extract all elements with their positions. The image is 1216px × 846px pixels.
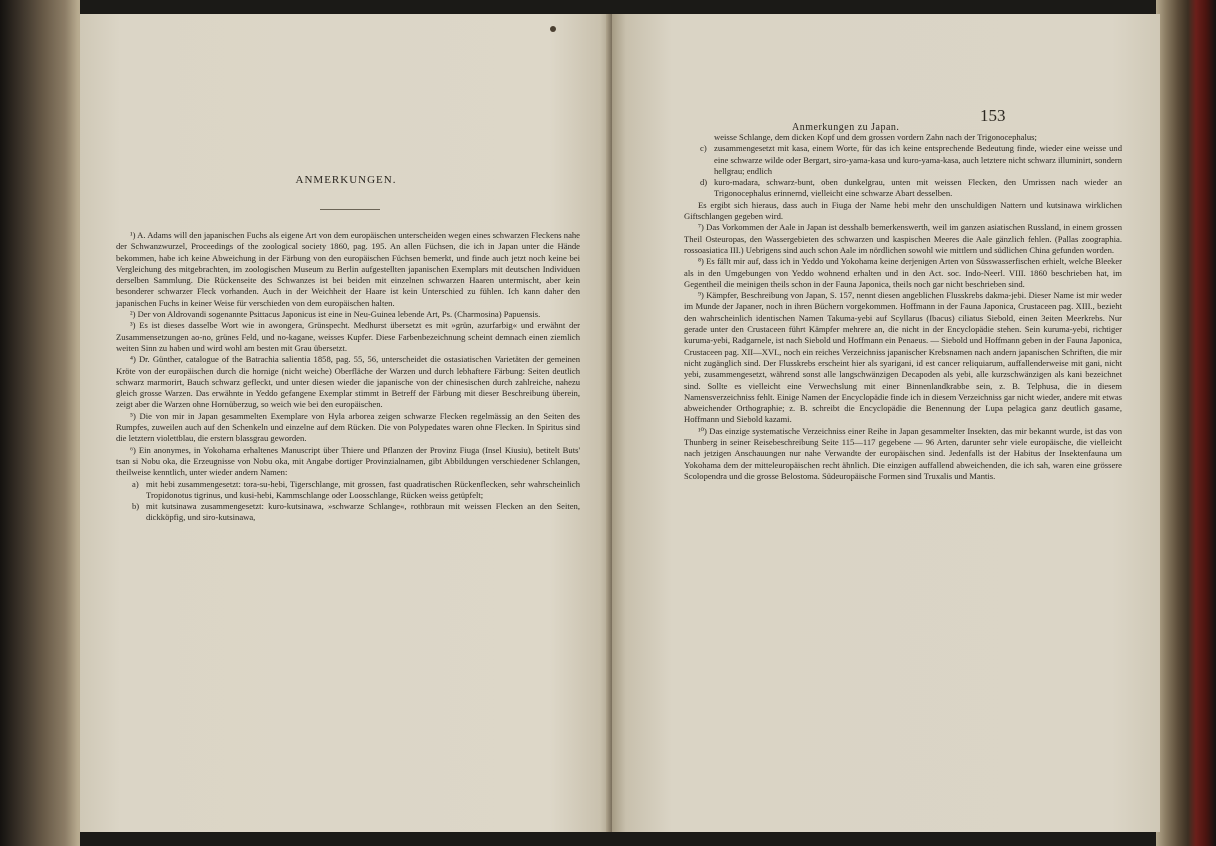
page-heading: ANMERKUNGEN.	[295, 174, 397, 186]
page-blemish	[550, 26, 556, 32]
list-mark: d)	[700, 177, 708, 188]
list-text: mit kutsinawa zusammengesetzt: kuro-kutsinawa, »schwarze Schlange«, rothbraun mit weissen Flecken an den Seiten, dickköpfig, und siro-kutsinawa,	[146, 501, 580, 523]
footnote-1: ¹) A. Adams will den japanischen Fuchs als eigene Art von dem europäischen unterscheiden wegen eines schwarzen Fleckens nahe der Schwanzwurzel, Proceedings of the zoological society 1860, pag. 195. An allen Füchsen, die ich in Japan unter die Hände bekommen, habe ich keine Abweichung in der Färbung von den europäischen Füchsen bemerkt, und finde auch jetzt noch keine bei Vergleichung des mitgebrachten, im zoologischen Museum zu Berlin aufgestellten japanischen Exemplars mit deutschen Individuen derselben Sammlung. Die Rückenseite des Schwanzes ist bei beiden mit einzelnen schwarzen Haaren untermischt, aber kein besonderer schwarzer Fleck vorhanden. Auch in der Weichheit der Haare ist kein Unterschied zu fühlen. Ich kann daher den japanischen Fuchs in keiner Weise für verschieden von dem europäischen halten.	[116, 230, 580, 308]
footnote-6: ⁶) Ein anonymes, in Yokohama erhaltenes Manuscript über Thiere und Pflanzen der Provinz Fiuga (Insel Kiusiu), betitelt Buts' tsan si Nobu oka, die Erzeugnisse von Nobu oka, mit Angabe dortiger Provinzialnamen, gibt Abbildungen verschiedener Schlangen, theilweise kenntlich, unter wieder andern Namen:	[116, 444, 580, 478]
list-item-d	[684, 177, 1122, 200]
footnote-3: ³) Es ist dieses dasselbe Wort wie in awongera, Grünspecht. Medhurst übersetzt es mit »grün, azurfarbig« und erwähnt der Zusammensetzungen ao-no, grünes Feld, und no-kagane, weisses Kupfer. Diese Farbenbezeichnung scheint demnach einen ziemlich weiten Sinn zu haben und wird wohl am besten mit Grau übersetzt.	[116, 320, 580, 353]
footnote-5: ⁵) Die von mir in Japan gesammelten Exemplare von Hyla arborea zeigen schwarze Flecken regelmässig an den Seiten des Rumpfes, zuweilen auch auf den Schenkeln und einzelne auf dem Rücken. Die von Polypedates waren ohne Flecken. In Spiritus sind die letztern violettblau, die erstern blassgrau geworden.	[116, 410, 580, 444]
list-mark: c)	[700, 143, 707, 154]
footnote-9: ⁹) Kämpfer, Beschreibung von Japan, S. 157, nennt diesen angeblichen Flusskrebs dakma-jebi. Dieser Name ist mir weder im Munde der Japaner, noch in ihren Büchern vorgekommen. Hoffmann in der Fauna Japonica, Crustaceen pag. XIII., bezieht den wahrscheinlich identischen Namen Takuma-yebi auf Scyllarus (Ibacus) ciliatus Siebold, einen 3eiten Meerkrebs. Nur gerade unter den Crustaceen führt Kämpfer mehrere an, die nicht in der Encyclopädie stehen. Sein kuruma-yebi, richtiger kuruma-yebi, Radgarnele, ist nach Siebold und Hoffmann ein Penaeus. — Siebold und Hoffmann geben in der Fauna Japonica, Crustaceen pag. XII—XVI., noch ein reiches Verzeichniss japanischer Krebsnamen nach andern japanischen Schriften, die mir nicht zugänglich sind. Der Flusskrebs erscheint hier als syarigani, id est cancer reliquiarum, auffallenderweise mit gani, nicht yebi, zusammengesetzt, während sonst alle langschwänzigen Decapoden als yebi, alle kurzschwänzigen als kani bezeichnet sind. Sollte es vielleicht eine Verwechslung mit einer Binnenlandkrabbe sein, z. B. Telphusa, die in diesem Namensverzeichniss fehlt. Einige Namen der Encyclopädie finde ich in diesem Verzeichniss gar nicht wieder, andere mit etwas abweichender Orthographie; z. B. schreibt die Encyclopädie die Benennung der Lupa pelagica ganz deutlich gasame, Hoffmann und Siebold kazami.	[684, 290, 1122, 425]
book-edge-left	[0, 0, 80, 846]
footnote-7: ⁷) Das Vorkommen der Aale in Japan ist desshalb bemerkenswerth, weil im ganzen asiatischen Russland, in einem grossen Theil Osteuropas, den Wassergebieten des schwarzen und kaspischen Meeres die Aale gänzlich fehlen. (Pallas zoographia. rossoasiatica III.) Uebrigens sind auch schon Aale im nördlichen sowohl wie mittlern und südlichen China gefunden worden.	[684, 222, 1122, 255]
right-page-body	[684, 132, 1122, 482]
running-head: Anmerkungen zu Japan.	[792, 122, 900, 133]
list-item-c	[684, 143, 1122, 177]
footnote-4: ⁴) Dr. Günther, catalogue of the Batrachia salientia 1858, pag. 55, 56, unterscheidet die ostasiatischen Varietäten der gemeinen Kröte von der europäischen durch die hornige (nicht weiche) Oberfläche der Warzen und durch lebhaftere Färbung: Seiten deutlich schwarz marmorirt, Bauch schwarz gefleckt, und unter diesen wieder die japanische von der chinesischen durch zahlreiche, nahezu gleich grosse Warzen. Das erwähnte in Yeddo gefangene Exemplar stimmt in Betreff der Färbung mit dieser Beschreibung überein, zeigt aber die Warzen ohne Hornüberzug, so weich wie bei den europäischen.	[116, 354, 580, 410]
list-text: mit hebi zusammengesetzt: tora-su-hebi, Tigerschlange, mit grossen, fast quadratischen Rückenflecken, sehr wahrscheinlich Tropidonotus tigrinus, und kusi-hebi, Kammschlange oder Loosschlange, Rücken weiss getüpfelt;	[146, 478, 580, 500]
continued-text: weisse Schlange, dem dicken Kopf und dem grossen vordern Zahn nach der Trigonocephalus;	[714, 132, 1037, 142]
footnote-2: ²) Der von Aldrovandi sogenannte Psittacus Japonicus ist eine in Neu-Guinea lebende Art, Ps. (Charmosina) Papuensis.	[130, 309, 541, 320]
book-edge-right	[1156, 0, 1216, 846]
footnote-8: ⁸) Es fällt mir auf, dass ich in Yeddo und Yokohama keine derjenigen Arten von Süsswasserfischen erhielt, welche Bleeker als in den Umgebungen von Yeddo wohnend erhalten und in den Act. soc. Indo-Neerl. VIII. 1860 beschrieben hat, im Gegentheil die meinigen theils schon in der Fauna Japonica, theils noch gar nicht beschrieben sind.	[684, 256, 1122, 289]
heading-rule	[320, 209, 380, 210]
list-mark: b)	[132, 501, 140, 512]
left-page-body	[116, 230, 580, 524]
list-text: zusammengesetzt mit kasa, einem Worte, für das ich keine entsprechende Bedeutung finde, wieder eine weisse und eine schwarze wilde oder Bergart, siro-yama-kasa und kuro-yama-kasa, auch letztere nicht schwarz illuminirt, sondern hellgrau; endlich	[714, 143, 1122, 176]
list-mark: a)	[132, 478, 139, 489]
summary-paragraph: Es ergibt sich hieraus, dass auch in Fiuga der Name hebi mehr den unschuldigen Nattern und kutsinawa wirklichen Giftschlangen gegeben wird.	[684, 199, 1122, 222]
list-item-b	[116, 501, 580, 524]
list-text: kuro-madara, schwarz-bunt, oben dunkelgrau, unten mit weissen Flecken, den Umrissen nach wieder an Trigonocephalus erinnernd, vielleicht eine schwarze Abart desselben.	[714, 177, 1122, 199]
left-page	[80, 14, 612, 832]
page-number: 153	[980, 106, 1006, 125]
footnote-10: ¹⁰) Das einzige systematische Verzeichniss einer Reihe in Japan gesammelter Insekten, das mir bekannt wurde, ist das von Thunberg in seiner Reisebeschreibung Seite 115—117 gegebene — 96 Arten, darunter sehr viele europäische, die vielleicht nach jetzigen Anschauungen nur nahe Verwandte der europäischen sind. Jedenfalls ist der Habitus der Insektenfauna um Yokohama dem der mitteleuropäischen recht ähnlich. Die einzigen auffallend abweichenden, die ich sah, waren eine grössere Scolopendra und die grosse Belostoma. Südeuropäische Formen sind Truxalis und Mantis.	[684, 425, 1122, 481]
right-page	[612, 14, 1160, 832]
list-item-a	[116, 479, 580, 502]
